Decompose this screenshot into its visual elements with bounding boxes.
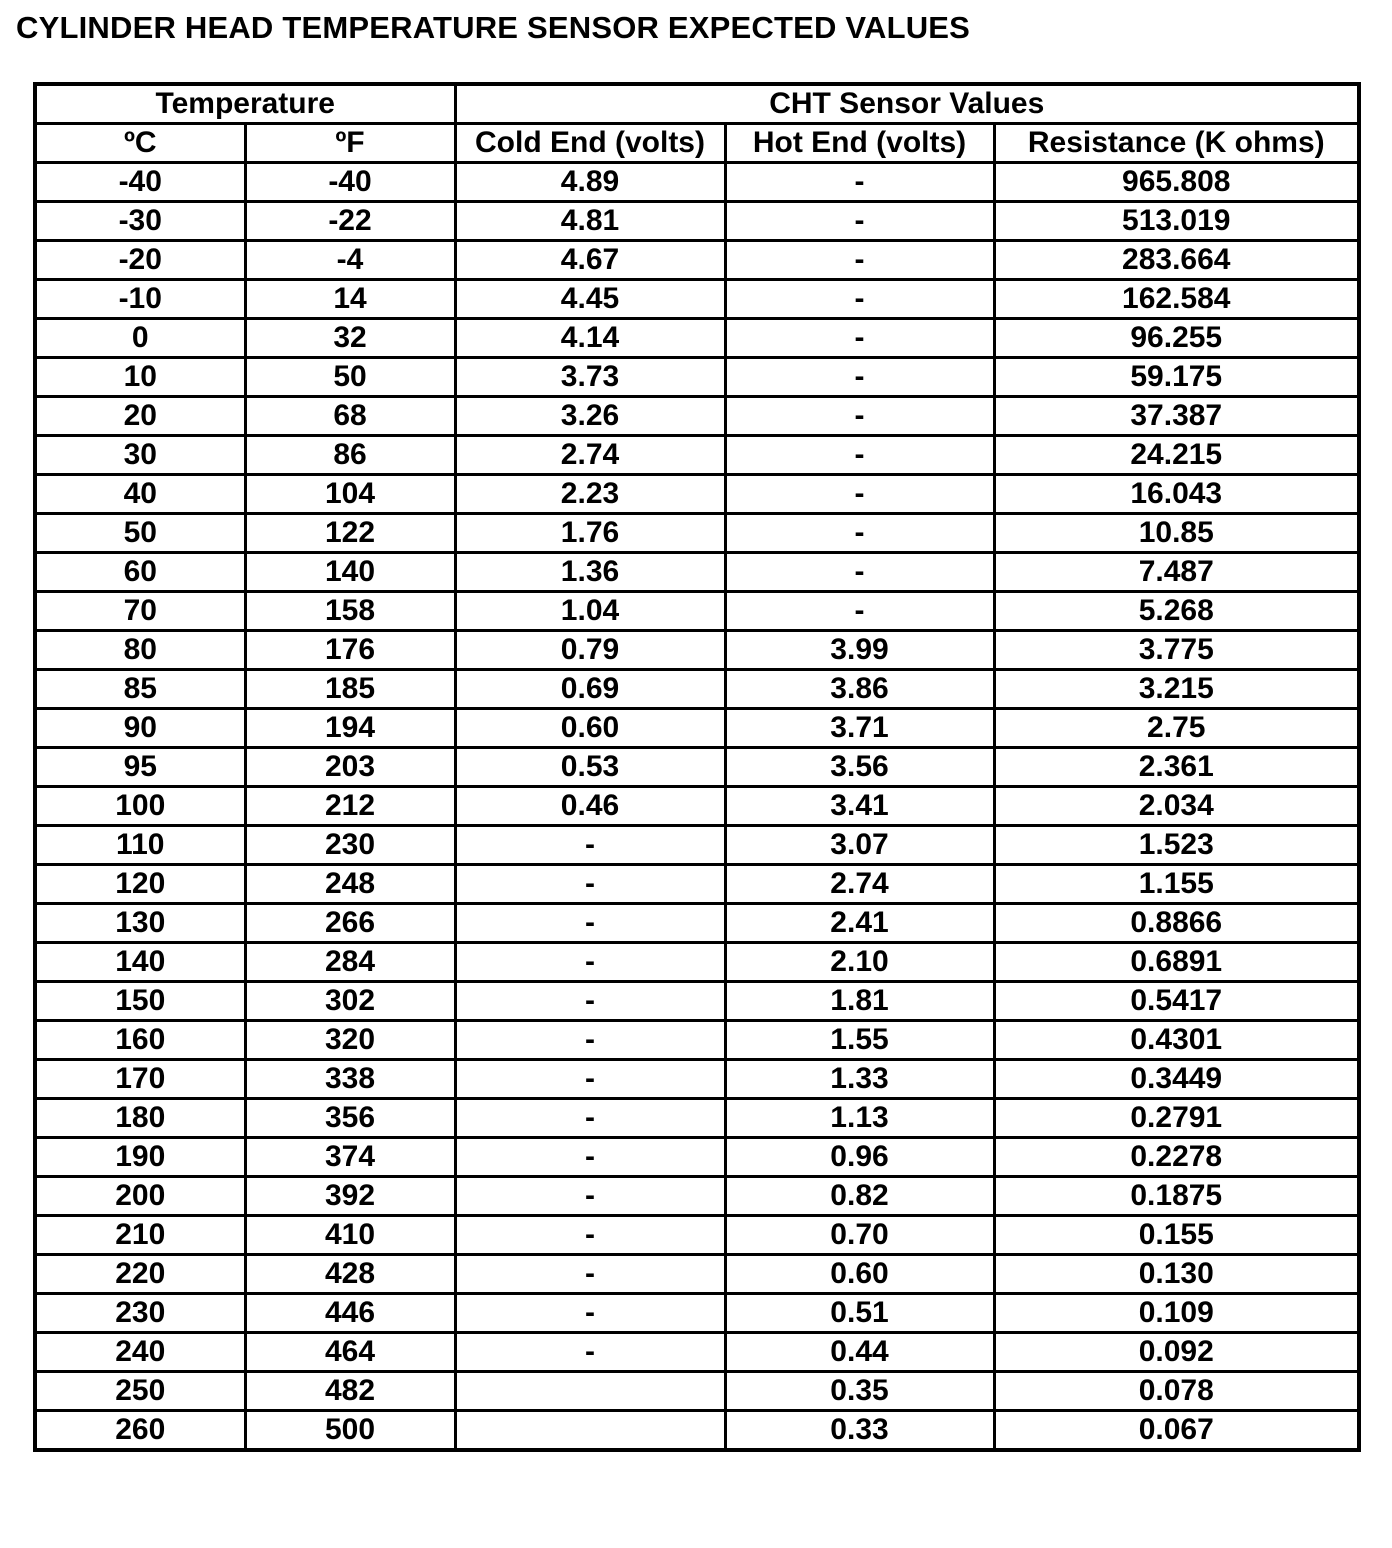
cell-fahrenheit: -4 [245,241,455,280]
cell-fahrenheit: 68 [245,397,455,436]
cell-hot-end: - [725,163,994,202]
cell-cold-end: - [455,904,725,943]
cell-cold-end: - [455,865,725,904]
cell-fahrenheit: 248 [245,865,455,904]
cell-celsius: 0 [35,319,245,358]
cell-hot-end: 3.56 [725,748,994,787]
cell-celsius: 180 [35,1099,245,1138]
cell-fahrenheit: 320 [245,1021,455,1060]
cell-fahrenheit: 86 [245,436,455,475]
header-temperature-group: Temperature [35,84,455,124]
table-row [35,163,1359,202]
cell-resistance: 0.3449 [994,1060,1359,1099]
cell-resistance: 0.2791 [994,1099,1359,1138]
table-row [35,514,1359,553]
cell-resistance: 1.523 [994,826,1359,865]
table-row [35,709,1359,748]
cell-cold-end: 1.36 [455,553,725,592]
cell-cold-end: 4.89 [455,163,725,202]
cell-hot-end: - [725,436,994,475]
cell-resistance: 0.5417 [994,982,1359,1021]
table-row [35,280,1359,319]
cell-hot-end: - [725,202,994,241]
cell-cold-end: - [455,1294,725,1333]
cell-hot-end: - [725,592,994,631]
table-row [35,1294,1359,1333]
cell-fahrenheit: 428 [245,1255,455,1294]
cell-celsius: 20 [35,397,245,436]
cell-resistance: 16.043 [994,475,1359,514]
cell-resistance: 965.808 [994,163,1359,202]
cell-cold-end: 0.69 [455,670,725,709]
cell-celsius: 210 [35,1216,245,1255]
table-row [35,1411,1359,1451]
cell-celsius: 200 [35,1177,245,1216]
cell-fahrenheit: 284 [245,943,455,982]
cell-hot-end: 1.13 [725,1099,994,1138]
cell-hot-end: 3.41 [725,787,994,826]
cell-celsius: 130 [35,904,245,943]
table-row [35,631,1359,670]
cell-resistance: 0.078 [994,1372,1359,1411]
cell-resistance: 1.155 [994,865,1359,904]
cell-resistance: 0.109 [994,1294,1359,1333]
table-row [35,436,1359,475]
table-row [35,1372,1359,1411]
cell-celsius: 90 [35,709,245,748]
cht-values-table [33,82,1361,1452]
cell-fahrenheit: 302 [245,982,455,1021]
cell-fahrenheit: 482 [245,1372,455,1411]
cell-celsius: 10 [35,358,245,397]
table-row [35,670,1359,709]
cell-cold-end: 2.23 [455,475,725,514]
cell-resistance: 283.664 [994,241,1359,280]
cell-fahrenheit: 176 [245,631,455,670]
cell-celsius: 250 [35,1372,245,1411]
cell-fahrenheit: 266 [245,904,455,943]
cell-fahrenheit: 410 [245,1216,455,1255]
cell-hot-end: - [725,553,994,592]
table-row [35,1060,1359,1099]
cell-celsius: -30 [35,202,245,241]
table-row [35,1021,1359,1060]
cell-hot-end: - [725,319,994,358]
cell-resistance: 10.85 [994,514,1359,553]
cell-resistance: 5.268 [994,592,1359,631]
cell-hot-end: 1.33 [725,1060,994,1099]
cell-resistance: 3.775 [994,631,1359,670]
cell-celsius: 150 [35,982,245,1021]
cell-celsius: 220 [35,1255,245,1294]
cell-resistance: 0.130 [994,1255,1359,1294]
header-fahrenheit: ºF [245,124,455,163]
cell-resistance: 0.8866 [994,904,1359,943]
cell-fahrenheit: 185 [245,670,455,709]
cell-hot-end: 3.71 [725,709,994,748]
header-sensor-group: CHT Sensor Values [455,84,1359,124]
cell-hot-end: - [725,280,994,319]
cell-fahrenheit: 158 [245,592,455,631]
cell-cold-end: - [455,1060,725,1099]
cell-cold-end: 2.74 [455,436,725,475]
cell-celsius: 110 [35,826,245,865]
table-row [35,1333,1359,1372]
table-row [35,475,1359,514]
cell-hot-end: 0.35 [725,1372,994,1411]
cell-cold-end: 0.60 [455,709,725,748]
table-row [35,787,1359,826]
cell-fahrenheit: 500 [245,1411,455,1451]
table-row [35,904,1359,943]
table-row [35,319,1359,358]
header-celsius: ºC [35,124,245,163]
cell-celsius: -20 [35,241,245,280]
cell-cold-end: - [455,1138,725,1177]
cell-cold-end: 0.53 [455,748,725,787]
cell-fahrenheit: 32 [245,319,455,358]
cell-cold-end: - [455,826,725,865]
cell-hot-end: 3.99 [725,631,994,670]
cell-cold-end [455,1411,725,1451]
table-row [35,865,1359,904]
cell-hot-end: - [725,241,994,280]
cell-hot-end: 0.60 [725,1255,994,1294]
cell-hot-end: 0.33 [725,1411,994,1451]
cell-hot-end: 1.55 [725,1021,994,1060]
header-cold-end: Cold End (volts) [455,124,725,163]
cell-cold-end: - [455,1255,725,1294]
cell-hot-end: - [725,514,994,553]
cell-resistance: 0.067 [994,1411,1359,1451]
cell-cold-end: 4.81 [455,202,725,241]
cell-hot-end: 3.86 [725,670,994,709]
cell-resistance: 59.175 [994,358,1359,397]
cell-fahrenheit: 374 [245,1138,455,1177]
cell-celsius: 240 [35,1333,245,1372]
cell-fahrenheit: 203 [245,748,455,787]
cell-resistance: 0.4301 [994,1021,1359,1060]
cell-cold-end: - [455,982,725,1021]
table-row [35,1255,1359,1294]
cell-fahrenheit: 338 [245,1060,455,1099]
cell-celsius: 140 [35,943,245,982]
cell-cold-end: - [455,943,725,982]
header-resistance: Resistance (K ohms) [994,124,1359,163]
cell-hot-end: 2.10 [725,943,994,982]
cell-resistance: 2.034 [994,787,1359,826]
table-body [35,163,1359,1451]
cell-hot-end: 1.81 [725,982,994,1021]
table-row [35,826,1359,865]
cell-resistance: 24.215 [994,436,1359,475]
table-row [35,592,1359,631]
cell-cold-end [455,1372,725,1411]
table-row [35,748,1359,787]
cell-celsius: -10 [35,280,245,319]
cell-fahrenheit: -40 [245,163,455,202]
cell-celsius: 160 [35,1021,245,1060]
table-row [35,982,1359,1021]
cell-cold-end: - [455,1333,725,1372]
cell-cold-end: 3.73 [455,358,725,397]
cell-cold-end: - [455,1216,725,1255]
cell-celsius: 100 [35,787,245,826]
cell-resistance: 2.75 [994,709,1359,748]
cell-resistance: 0.2278 [994,1138,1359,1177]
cell-hot-end: - [725,475,994,514]
cell-hot-end: 2.41 [725,904,994,943]
cell-resistance: 0.155 [994,1216,1359,1255]
cell-resistance: 0.092 [994,1333,1359,1372]
cell-celsius: 260 [35,1411,245,1451]
cell-celsius: 60 [35,553,245,592]
page-title: CYLINDER HEAD TEMPERATURE SENSOR EXPECTED VALUES [16,10,971,45]
cell-cold-end: 4.45 [455,280,725,319]
cell-celsius: 50 [35,514,245,553]
cell-cold-end: 3.26 [455,397,725,436]
cell-fahrenheit: 230 [245,826,455,865]
table-row [35,202,1359,241]
cell-fahrenheit: -22 [245,202,455,241]
cell-celsius: 120 [35,865,245,904]
cell-fahrenheit: 212 [245,787,455,826]
cell-fahrenheit: 446 [245,1294,455,1333]
cell-resistance: 162.584 [994,280,1359,319]
cell-resistance: 2.361 [994,748,1359,787]
cell-celsius: 40 [35,475,245,514]
cell-resistance: 96.255 [994,319,1359,358]
cell-hot-end: 2.74 [725,865,994,904]
table-row [35,241,1359,280]
cell-celsius: -40 [35,163,245,202]
cell-fahrenheit: 392 [245,1177,455,1216]
cell-fahrenheit: 140 [245,553,455,592]
cell-cold-end: 1.76 [455,514,725,553]
table-row [35,1138,1359,1177]
cell-celsius: 95 [35,748,245,787]
cell-fahrenheit: 14 [245,280,455,319]
header-hot-end: Hot End (volts) [725,124,994,163]
cell-hot-end: 0.44 [725,1333,994,1372]
cell-resistance: 0.1875 [994,1177,1359,1216]
table-row [35,358,1359,397]
table-row [35,397,1359,436]
cell-resistance: 513.019 [994,202,1359,241]
table-row [35,1216,1359,1255]
cell-fahrenheit: 122 [245,514,455,553]
header-group-row [35,84,1359,124]
table-row [35,1099,1359,1138]
cell-cold-end: - [455,1099,725,1138]
cell-cold-end: 0.46 [455,787,725,826]
table-row [35,553,1359,592]
cell-resistance: 0.6891 [994,943,1359,982]
cell-fahrenheit: 194 [245,709,455,748]
cell-fahrenheit: 464 [245,1333,455,1372]
cell-celsius: 170 [35,1060,245,1099]
cell-celsius: 70 [35,592,245,631]
cell-celsius: 190 [35,1138,245,1177]
cell-hot-end: 3.07 [725,826,994,865]
cell-fahrenheit: 356 [245,1099,455,1138]
header-column-row [35,124,1359,163]
cell-resistance: 7.487 [994,553,1359,592]
cell-celsius: 30 [35,436,245,475]
cell-hot-end: - [725,358,994,397]
cell-hot-end: - [725,397,994,436]
cell-cold-end: 4.67 [455,241,725,280]
cell-hot-end: 0.96 [725,1138,994,1177]
cell-celsius: 230 [35,1294,245,1333]
cell-fahrenheit: 50 [245,358,455,397]
cell-cold-end: 0.79 [455,631,725,670]
cell-celsius: 80 [35,631,245,670]
cell-hot-end: 0.82 [725,1177,994,1216]
cell-cold-end: 1.04 [455,592,725,631]
cell-resistance: 37.387 [994,397,1359,436]
cell-fahrenheit: 104 [245,475,455,514]
cell-cold-end: 4.14 [455,319,725,358]
cell-cold-end: - [455,1021,725,1060]
cell-cold-end: - [455,1177,725,1216]
table-row [35,943,1359,982]
cell-hot-end: 0.51 [725,1294,994,1333]
cell-hot-end: 0.70 [725,1216,994,1255]
table-row [35,1177,1359,1216]
cell-celsius: 85 [35,670,245,709]
cell-resistance: 3.215 [994,670,1359,709]
